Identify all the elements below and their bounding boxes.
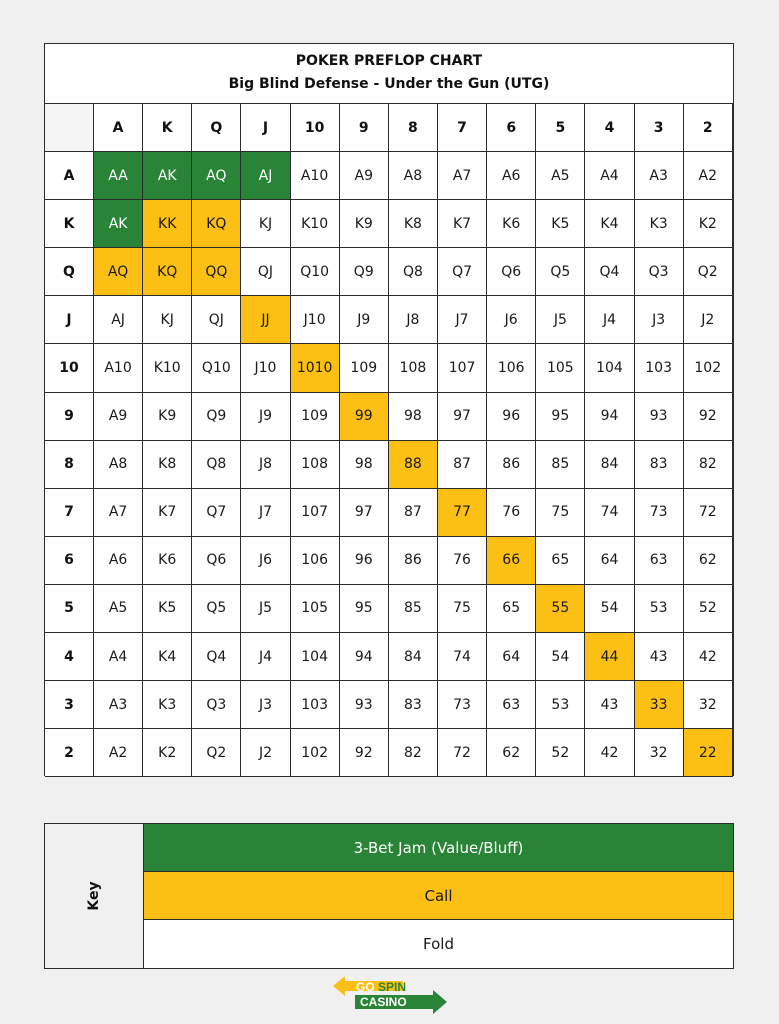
hand-cell-fold: 64 [487, 633, 536, 681]
gospin-casino-logo [333, 975, 447, 1015]
hand-cell-fold: J2 [684, 296, 733, 344]
column-header: Q [192, 104, 241, 152]
hand-cell-fold: A2 [94, 729, 143, 777]
hand-cell-fold: J5 [241, 585, 290, 633]
hand-cell-fold: 108 [291, 441, 340, 489]
hand-cell-fold: K3 [143, 681, 192, 729]
hand-cell-fold: J9 [241, 393, 290, 441]
hand-cell-jam: AK [94, 200, 143, 248]
hand-cell-fold: 106 [291, 537, 340, 585]
hand-cell-fold: Q5 [192, 585, 241, 633]
hand-cell-fold: 83 [389, 681, 438, 729]
hand-cell-fold: 72 [684, 489, 733, 537]
row-header: 6 [45, 537, 94, 585]
hand-cell-fold: 95 [340, 585, 389, 633]
hand-cell-fold: J7 [438, 296, 487, 344]
hand-cell-call: 1010 [291, 344, 340, 392]
hand-cell-fold: Q9 [192, 393, 241, 441]
hand-cell-call: 33 [635, 681, 684, 729]
hand-cell-fold: J5 [536, 296, 585, 344]
hand-cell-call: 77 [438, 489, 487, 537]
hand-cell-fold: 75 [438, 585, 487, 633]
hand-cell-fold: 98 [340, 441, 389, 489]
hand-cell-call: 22 [684, 729, 733, 777]
hand-cell-fold: K8 [143, 441, 192, 489]
column-header: 3 [635, 104, 684, 152]
hand-cell-fold: K10 [143, 344, 192, 392]
hand-cell-fold: 92 [340, 729, 389, 777]
hand-cell-fold: K2 [143, 729, 192, 777]
hand-cell-fold: 96 [487, 393, 536, 441]
hand-cell-fold: 93 [340, 681, 389, 729]
hand-cell-fold: 76 [487, 489, 536, 537]
column-header: A [94, 104, 143, 152]
row-header: 2 [45, 729, 94, 777]
hand-cell-fold: Q8 [192, 441, 241, 489]
hand-cell-fold: 104 [585, 344, 634, 392]
hand-cell-fold: A4 [585, 152, 634, 200]
hand-cell-fold: Q3 [192, 681, 241, 729]
hand-cell-fold: K2 [684, 200, 733, 248]
hand-grid [45, 104, 733, 777]
column-header: 10 [291, 104, 340, 152]
hand-cell-call: QQ [192, 248, 241, 296]
column-header: 6 [487, 104, 536, 152]
hand-cell-fold: 105 [291, 585, 340, 633]
hand-cell-fold: 52 [684, 585, 733, 633]
preflop-chart [44, 43, 734, 776]
hand-cell-fold: A3 [94, 681, 143, 729]
hand-cell-fold: 92 [684, 393, 733, 441]
hand-cell-fold: 53 [536, 681, 585, 729]
hand-cell-jam: AA [94, 152, 143, 200]
hand-cell-call: JJ [241, 296, 290, 344]
hand-cell-fold: A4 [94, 633, 143, 681]
hand-cell-fold: 74 [585, 489, 634, 537]
hand-cell-jam: AJ [241, 152, 290, 200]
hand-cell-fold: 82 [684, 441, 733, 489]
hand-cell-fold: 32 [684, 681, 733, 729]
hand-cell-fold: 96 [340, 537, 389, 585]
row-header: 10 [45, 344, 94, 392]
hand-cell-fold: K3 [635, 200, 684, 248]
hand-cell-fold: 97 [438, 393, 487, 441]
hand-cell-fold: 74 [438, 633, 487, 681]
hand-cell-fold: J3 [635, 296, 684, 344]
hand-cell-fold: 65 [536, 537, 585, 585]
hand-cell-fold: 63 [487, 681, 536, 729]
logo-word-casino: CASINO [360, 995, 407, 1009]
hand-cell-fold: QJ [241, 248, 290, 296]
hand-cell-fold: J10 [241, 344, 290, 392]
hand-cell-fold: 83 [635, 441, 684, 489]
hand-cell-fold: Q8 [389, 248, 438, 296]
hand-cell-fold: Q10 [192, 344, 241, 392]
hand-cell-fold: KJ [241, 200, 290, 248]
hand-cell-fold: K8 [389, 200, 438, 248]
hand-cell-fold: QJ [192, 296, 241, 344]
hand-cell-fold: 98 [389, 393, 438, 441]
hand-cell-fold: Q5 [536, 248, 585, 296]
hand-cell-fold: A2 [684, 152, 733, 200]
hand-cell-fold: A10 [291, 152, 340, 200]
hand-cell-fold: 54 [585, 585, 634, 633]
hand-cell-fold: K7 [438, 200, 487, 248]
hand-cell-fold: J7 [241, 489, 290, 537]
hand-cell-fold: 102 [684, 344, 733, 392]
hand-cell-fold: Q4 [585, 248, 634, 296]
hand-cell-fold: Q2 [684, 248, 733, 296]
hand-cell-fold: J8 [241, 441, 290, 489]
hand-cell-jam: AQ [192, 152, 241, 200]
hand-cell-fold: 42 [585, 729, 634, 777]
hand-cell-fold: A5 [94, 585, 143, 633]
hand-cell-fold: 108 [389, 344, 438, 392]
chart-subtitle: Big Blind Defense - Under the Gun (UTG) [228, 76, 550, 92]
hand-cell-fold: J6 [487, 296, 536, 344]
hand-cell-fold: 102 [291, 729, 340, 777]
hand-cell-fold: J3 [241, 681, 290, 729]
hand-cell-call: 88 [389, 441, 438, 489]
hand-cell-fold: 64 [585, 537, 634, 585]
hand-cell-fold: 85 [536, 441, 585, 489]
hand-cell-fold: Q6 [487, 248, 536, 296]
hand-cell-fold: 86 [487, 441, 536, 489]
hand-cell-fold: Q9 [340, 248, 389, 296]
hand-cell-fold: 53 [635, 585, 684, 633]
hand-cell-fold: J10 [291, 296, 340, 344]
logo-word-spin: SPIN [378, 980, 407, 994]
hand-cell-call: KQ [143, 248, 192, 296]
row-header: 3 [45, 681, 94, 729]
hand-cell-fold: J4 [585, 296, 634, 344]
hand-cell-fold: K7 [143, 489, 192, 537]
hand-cell-fold: K6 [143, 537, 192, 585]
chart-title-box [45, 44, 733, 104]
column-header: J [241, 104, 290, 152]
hand-cell-fold: Q7 [192, 489, 241, 537]
hand-cell-fold: 85 [389, 585, 438, 633]
hand-cell-fold: 32 [635, 729, 684, 777]
hand-cell-fold: 43 [635, 633, 684, 681]
hand-cell-fold: 94 [340, 633, 389, 681]
hand-cell-call: 55 [536, 585, 585, 633]
hand-cell-call: 44 [585, 633, 634, 681]
hand-cell-call: 66 [487, 537, 536, 585]
hand-cell-fold: K9 [143, 393, 192, 441]
key-label: Key [86, 881, 102, 911]
hand-cell-fold: A5 [536, 152, 585, 200]
hand-cell-fold: 65 [487, 585, 536, 633]
row-header: 9 [45, 393, 94, 441]
hand-cell-fold: 104 [291, 633, 340, 681]
hand-cell-fold: 73 [635, 489, 684, 537]
hand-cell-fold: Q4 [192, 633, 241, 681]
hand-cell-fold: 86 [389, 537, 438, 585]
hand-cell-jam: AK [143, 152, 192, 200]
row-header: A [45, 152, 94, 200]
hand-cell-fold: A6 [94, 537, 143, 585]
row-header: J [45, 296, 94, 344]
hand-cell-fold: A7 [94, 489, 143, 537]
hand-cell-fold: A6 [487, 152, 536, 200]
hand-cell-fold: 87 [438, 441, 487, 489]
hand-cell-fold: 109 [291, 393, 340, 441]
key-label-cell [45, 824, 144, 968]
hand-cell-fold: 54 [536, 633, 585, 681]
row-header: 4 [45, 633, 94, 681]
column-header: 5 [536, 104, 585, 152]
hand-cell-fold: 84 [585, 441, 634, 489]
hand-cell-fold: 95 [536, 393, 585, 441]
hand-cell-fold: 43 [585, 681, 634, 729]
hand-cell-fold: 73 [438, 681, 487, 729]
hand-cell-fold: 62 [487, 729, 536, 777]
hand-cell-fold: 93 [635, 393, 684, 441]
column-header: 2 [684, 104, 733, 152]
hand-cell-fold: Q6 [192, 537, 241, 585]
column-header: 7 [438, 104, 487, 152]
hand-cell-fold: 103 [635, 344, 684, 392]
hand-cell-fold: AJ [94, 296, 143, 344]
hand-cell-fold: J8 [389, 296, 438, 344]
hand-cell-fold: K5 [143, 585, 192, 633]
hand-cell-fold: J2 [241, 729, 290, 777]
hand-cell-fold: 109 [340, 344, 389, 392]
hand-cell-fold: 97 [340, 489, 389, 537]
hand-cell-fold: A10 [94, 344, 143, 392]
hand-cell-call: AQ [94, 248, 143, 296]
hand-cell-call: 99 [340, 393, 389, 441]
row-header: 7 [45, 489, 94, 537]
hand-cell-fold: Q3 [635, 248, 684, 296]
hand-cell-fold: K5 [536, 200, 585, 248]
hand-cell-fold: 42 [684, 633, 733, 681]
hand-cell-fold: K9 [340, 200, 389, 248]
column-header: 9 [340, 104, 389, 152]
row-header: Q [45, 248, 94, 296]
hand-cell-fold: K4 [585, 200, 634, 248]
hand-cell-fold: 82 [389, 729, 438, 777]
hand-cell-fold: K6 [487, 200, 536, 248]
key-fold: Fold [144, 920, 733, 968]
hand-cell-fold: A8 [94, 441, 143, 489]
hand-cell-fold: J9 [340, 296, 389, 344]
hand-cell-call: KQ [192, 200, 241, 248]
hand-cell-fold: 94 [585, 393, 634, 441]
hand-cell-fold: 107 [438, 344, 487, 392]
key-call: Call [144, 872, 733, 920]
hand-cell-call: KK [143, 200, 192, 248]
hand-cell-fold: 63 [635, 537, 684, 585]
hand-cell-fold: A3 [635, 152, 684, 200]
hand-cell-fold: 87 [389, 489, 438, 537]
hand-cell-fold: 76 [438, 537, 487, 585]
key-jam: 3-Bet Jam (Value/Bluff) [144, 824, 733, 872]
hand-cell-fold: 72 [438, 729, 487, 777]
column-header: K [143, 104, 192, 152]
column-header: 8 [389, 104, 438, 152]
hand-cell-fold: 103 [291, 681, 340, 729]
row-header: 8 [45, 441, 94, 489]
hand-cell-fold: Q2 [192, 729, 241, 777]
hand-cell-fold: 75 [536, 489, 585, 537]
hand-cell-fold: A8 [389, 152, 438, 200]
hand-cell-fold: KJ [143, 296, 192, 344]
hand-cell-fold: J6 [241, 537, 290, 585]
hand-cell-fold: 52 [536, 729, 585, 777]
hand-cell-fold: Q7 [438, 248, 487, 296]
hand-cell-fold: 62 [684, 537, 733, 585]
hand-cell-fold: A9 [94, 393, 143, 441]
hand-cell-fold: 105 [536, 344, 585, 392]
row-header: 5 [45, 585, 94, 633]
hand-cell-fold: Q10 [291, 248, 340, 296]
logo-word-go: GO [356, 980, 375, 994]
row-header: K [45, 200, 94, 248]
hand-cell-fold: K4 [143, 633, 192, 681]
grid-corner [45, 104, 94, 152]
chart-title: POKER PREFLOP CHART [295, 53, 483, 69]
column-header: 4 [585, 104, 634, 152]
key-legend [44, 823, 734, 969]
hand-cell-fold: 107 [291, 489, 340, 537]
hand-cell-fold: 84 [389, 633, 438, 681]
hand-cell-fold: 106 [487, 344, 536, 392]
hand-cell-fold: K10 [291, 200, 340, 248]
hand-cell-fold: A9 [340, 152, 389, 200]
hand-cell-fold: A7 [438, 152, 487, 200]
hand-cell-fold: J4 [241, 633, 290, 681]
